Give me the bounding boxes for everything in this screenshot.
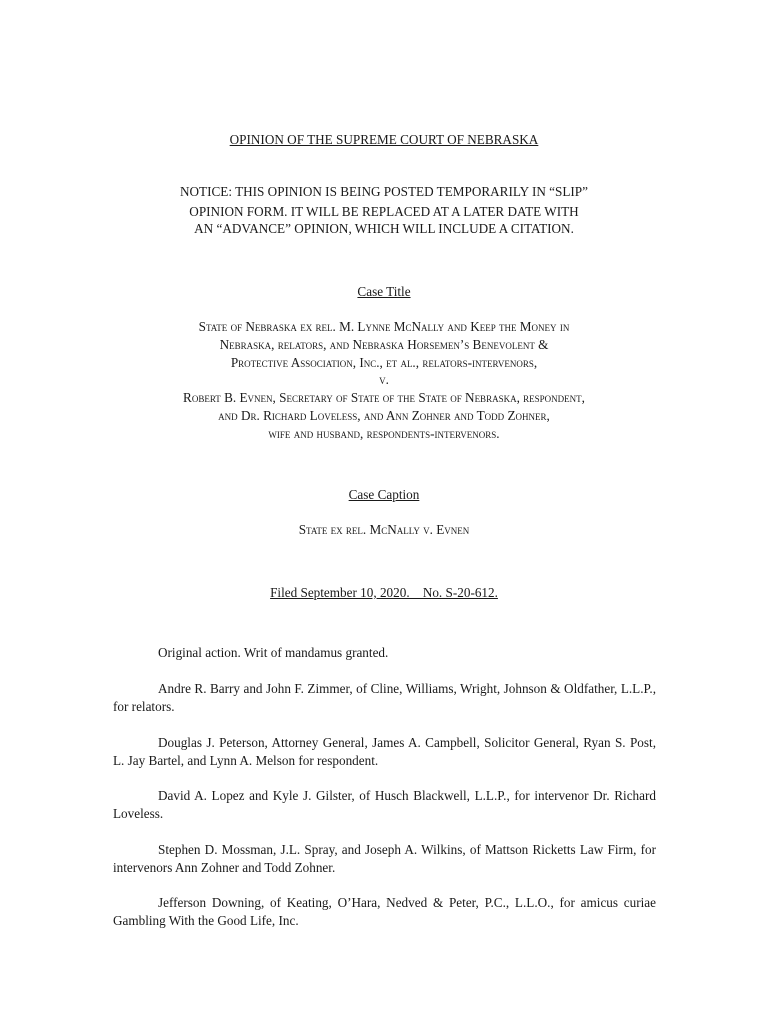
case-title-line-3: Protective Association, Inc., et al., relators-intervenors, (230, 355, 538, 370)
notice-line-2: OPINION FORM. IT WILL BE REPLACED AT A LATER DATE WITH (189, 204, 579, 219)
court-title: OPINION OF THE SUPREME COURT OF NEBRASKA (229, 132, 539, 147)
case-caption-heading: Case Caption (348, 487, 420, 502)
filing-line: Filed September 10, 2020. No. S-20-612. (270, 585, 498, 600)
counsel-zohner-paragraph: Stephen D. Mossman, J.L. Spray, and Joseph A. Wilkins, of Mattson Ricketts Law Firm, for intervenors Ann Zohner and Todd Zohner. (113, 842, 656, 875)
counsel-loveless-paragraph: David A. Lopez and Kyle J. Gilster, of Husch Blackwell, L.L.P., for intervenor Dr. Richard Loveless. (113, 788, 656, 821)
notice-line-1: NOTICE: THIS OPINION IS BEING POSTED TEMPORARILY IN “SLIP” (180, 184, 588, 199)
case-title-line-5: Robert B. Evnen, Secretary of State of the State of Nebraska, respondent, (183, 390, 585, 405)
counsel-relators-paragraph: Andre R. Barry and John F. Zimmer, of Cline, Williams, Wright, Johnson & Oldfather, L.L.P., for relators. (113, 681, 656, 714)
case-title-line-6: and Dr. Richard Loveless, and Ann Zohner and Todd Zohner, (218, 408, 550, 423)
case-title-line-7: wife and husband, respondents-intervenors. (268, 426, 500, 441)
disposition-paragraph: Original action. Writ of mandamus granted. (158, 645, 389, 660)
counsel-respondent-paragraph: Douglas J. Peterson, Attorney General, James A. Campbell, Solicitor General, Ryan S. Post, L. Jay Bartel, and Lynn A. Melson for respondent. (113, 735, 656, 768)
case-caption-text: State ex rel. McNally v. Evnen (298, 522, 470, 537)
case-title-versus: v. (379, 372, 389, 387)
counsel-amicus-paragraph: Jefferson Downing, of Keating, O’Hara, Nedved & Peter, P.C., L.L.O., for amicus curiae Gambling With the Good Life, Inc. (113, 895, 656, 928)
notice-line-3: AN “ADVANCE” OPINION, WHICH WILL INCLUDE A CITATION. (194, 221, 574, 236)
case-title-line-2: Nebraska, relators, and Nebraska Horsemen’s Benevolent & (219, 337, 549, 352)
case-title-line-1: State of Nebraska ex rel. M. Lynne McNally and Keep the Money in (198, 319, 570, 334)
case-title-heading: Case Title (357, 284, 411, 299)
